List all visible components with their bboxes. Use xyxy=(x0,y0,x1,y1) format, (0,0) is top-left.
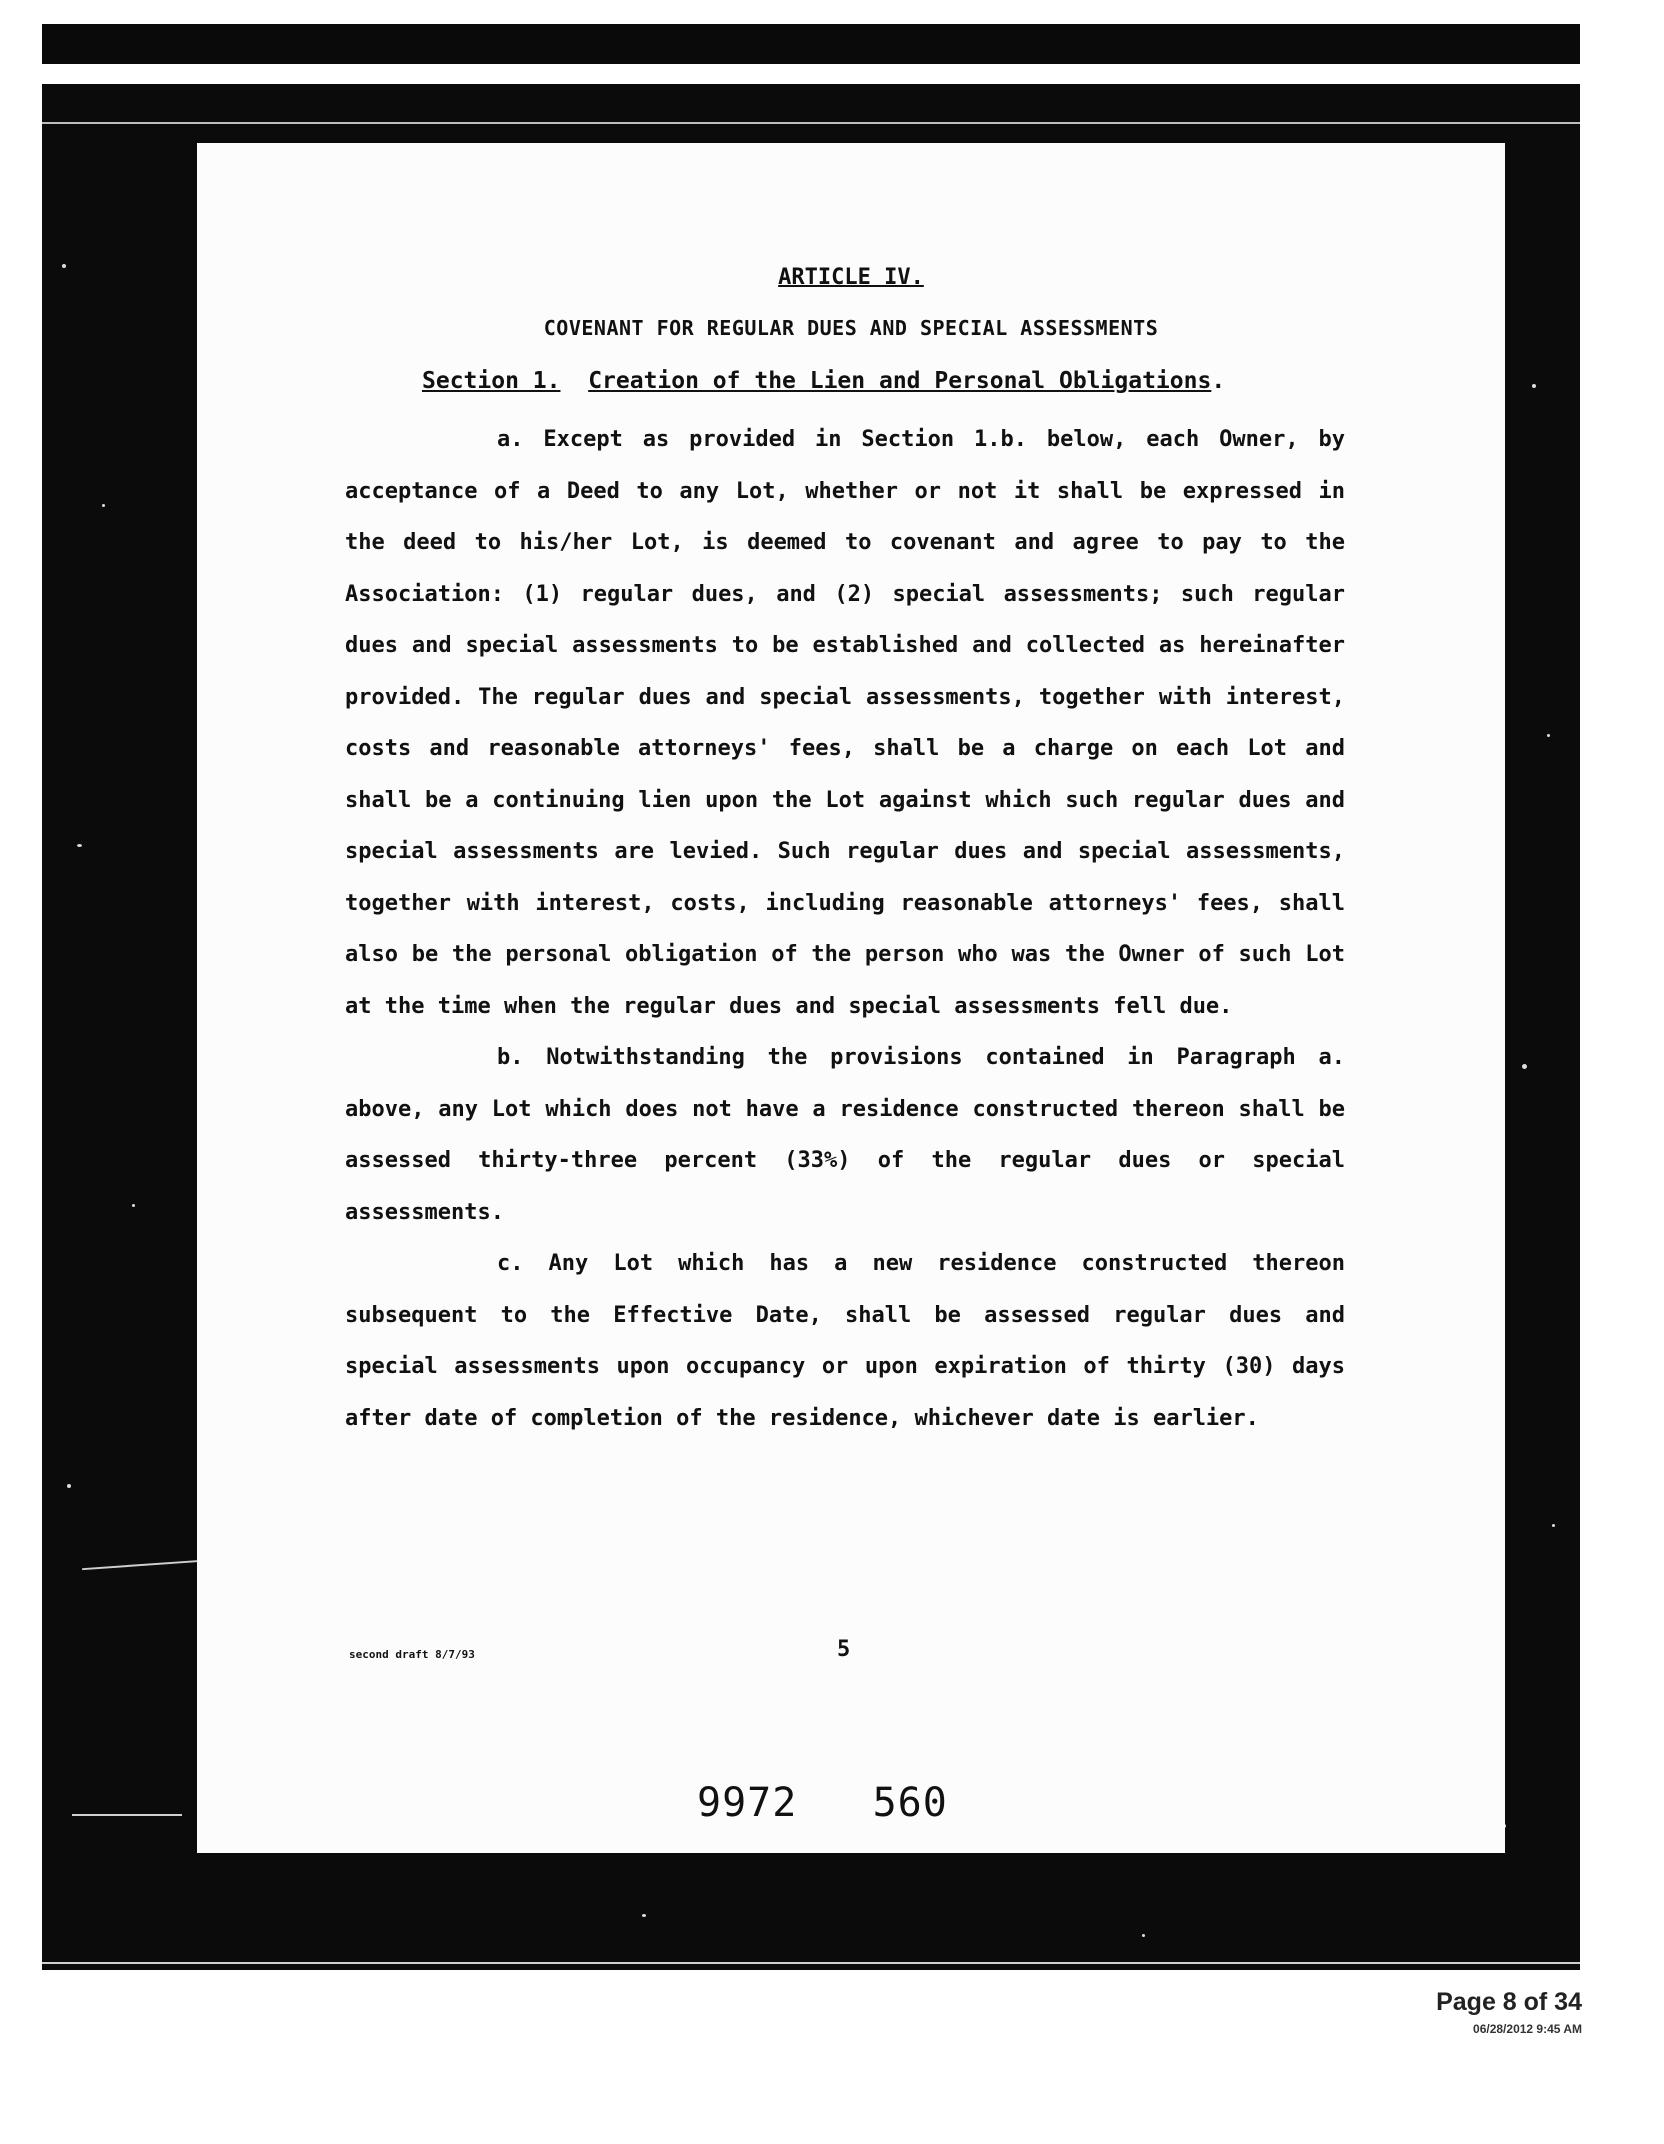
scan-top-bar xyxy=(42,24,1580,64)
print-timestamp: 06/28/2012 9:45 AM xyxy=(1473,2022,1582,2036)
article-title: ARTICLE IV. xyxy=(778,265,924,290)
covenant-title: COVENANT FOR REGULAR DUES AND SPECIAL ASSESSMENTS xyxy=(543,316,1159,340)
draft-note: second draft 8/7/93 xyxy=(349,1648,475,1661)
page-number: 5 xyxy=(837,1637,851,1662)
section-heading xyxy=(422,368,1225,394)
record-number xyxy=(697,1780,948,1826)
paragraph-c: c. Any Lot which has a new residence constructed thereon subsequent to the Effective Date, shall be assessed regular dues and special assessments upon occupancy or upon expiration of thirty (30) days after date of completion of the residence, whichever date is earlier. xyxy=(345,1251,1345,1431)
paragraph-b: b. Notwithstanding the provisions contained in Paragraph a. above, any Lot which does not have a residence constructed thereon shall be assessed thirty-three percent (33%) of the regular dues or special assessments. xyxy=(345,1045,1345,1225)
document-page xyxy=(197,143,1505,1853)
section-title: Creation of the Lien and Personal Obligations xyxy=(588,368,1212,394)
page-indicator: Page 8 of 34 xyxy=(1436,1988,1582,2016)
record-number-text: 9972 560 xyxy=(697,1780,948,1826)
section-end: . xyxy=(1211,368,1226,394)
section-label: Section 1. xyxy=(422,368,561,394)
section-body xyxy=(345,414,1345,1444)
paragraph-a: a. Except as provided in Section 1.b. below, each Owner, by acceptance of a Deed to any Lot, whether or not it shall be expressed in the deed to his/her Lot, is deemed to covenant and agree to pay to the Association: (1) regular dues, and (2) special assessments; such regular dues and special assessments to be established and collected as hereinafter provided. The regular dues and special assessments, together with interest, costs and reasonable attorneys' fees, shall be a charge on each Lot and shall be a continuing lien upon the Lot against which such regular dues and special assessments are levied. Such regular dues and special assessments, together with interest, costs, including reasonable attorneys' fees, shall also be the personal obligation of the person who was the Owner of such Lot at the time when the regular dues and special assessments fell due. xyxy=(345,427,1345,1019)
